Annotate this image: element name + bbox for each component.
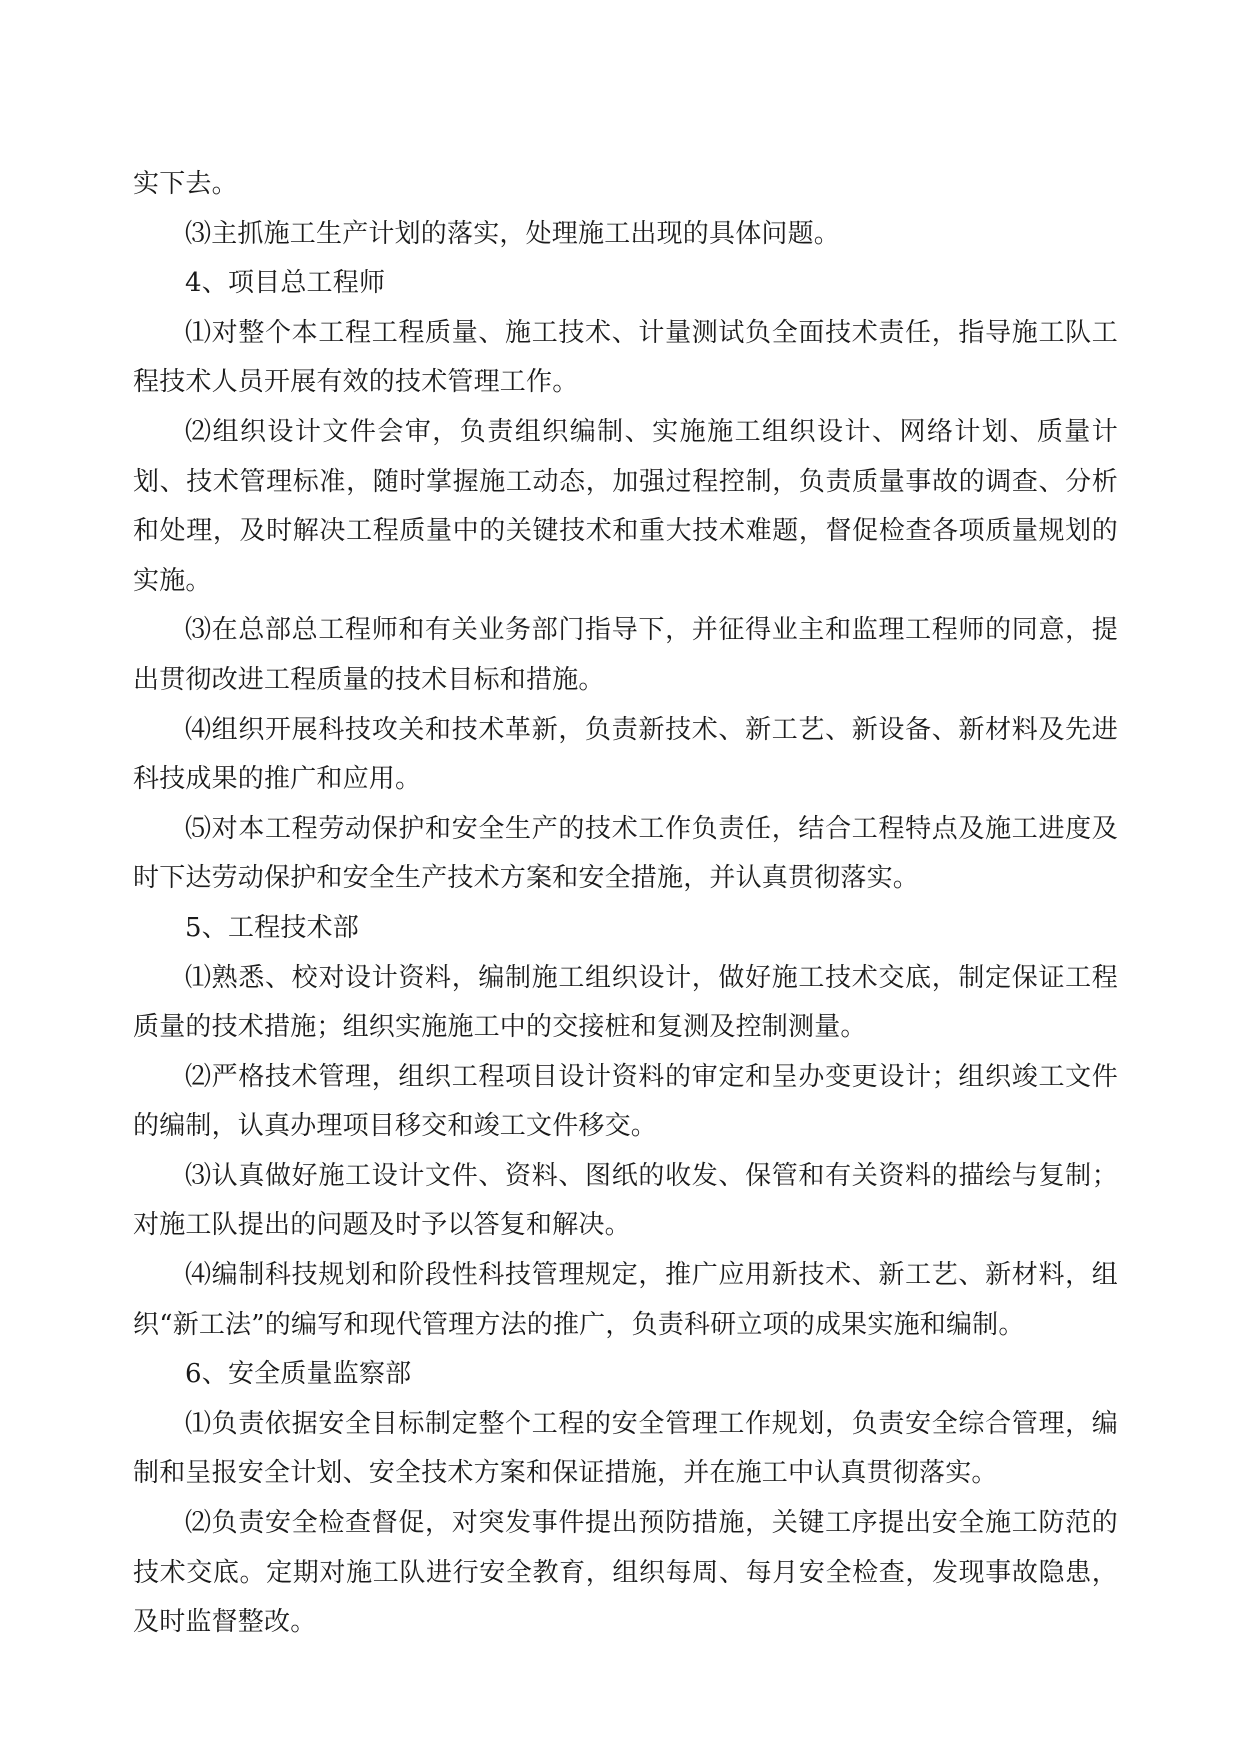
section-heading: 4、项目总工程师	[185, 268, 386, 299]
paragraph-item: ⑶认真做好施工设计文件、资料、图纸的收发、保管和有关资料的描绘与复制；对施工队提出的问题及时予以答复和解决。	[133, 1160, 1118, 1241]
paragraph-item: ⑷编制科技规划和阶段性科技管理规定，推广应用新技术、新工艺、新材料，组织“新工法”的编写和现代管理方法的推广，负责科研立项的成果实施和编制。	[133, 1260, 1118, 1340]
paragraph-continuation: 实下去。	[133, 169, 238, 199]
paragraph-item: ⑴负责依据安全目标制定整个工程的安全管理工作规划，负责安全综合管理，编制和呈报安全计划、安全技术方案和保证措施，并在施工中认真贯彻落实。	[133, 1408, 1118, 1489]
paragraph-item: ⑷组织开展科技攻关和技术革新，负责新技术、新工艺、新设备、新材料及先进科技成果的推广和应用。	[133, 714, 1118, 795]
section-heading: 5、工程技术部	[185, 912, 359, 943]
paragraph-item: ⑵严格技术管理，组织工程项目设计资料的审定和呈办变更设计；组织竣工文件的编制，认真办理项目移交和竣工文件移交。	[133, 1061, 1118, 1142]
paragraph-item: ⑴对整个本工程工程质量、施工技术、计量测试负全面技术责任，指导施工队工程技术人员开展有效的技术管理工作。	[133, 317, 1118, 398]
document-body	[133, 160, 1118, 1648]
paragraph-item: ⑵组织设计文件会审，负责组织编制、实施施工组织设计、网络计划、质量计划、技术管理标准，随时掌握施工动态，加强过程控制，负责质量事故的调查、分析和处理，及时解决工程质量中的关键技术和重大技术难题，督促检查各项质量规划的实施。	[133, 416, 1118, 596]
paragraph-item: ⑴熟悉、校对设计资料，编制施工组织设计，做好施工技术交底，制定保证工程质量的技术措施；组织实施施工中的交接桩和复测及控制测量。	[133, 962, 1118, 1043]
paragraph-item: ⑵负责安全检查督促，对突发事件提出预防措施，关键工序提出安全施工防范的技术交底。定期对施工队进行安全教育，组织每周、每月安全检查，发现事故隐患，及时监督整改。	[133, 1508, 1118, 1638]
section-heading: 6、安全质量监察部	[185, 1359, 412, 1390]
paragraph-item: ⑶在总部总工程师和有关业务部门指导下，并征得业主和监理工程师的同意，提出贯彻改进工程质量的技术目标和措施。	[133, 615, 1118, 695]
paragraph-item: ⑶主抓施工生产计划的落实，处理施工出现的具体问题。	[185, 218, 841, 249]
paragraph-item: ⑸对本工程劳动保护和安全生产的技术工作负责任，结合工程特点及施工进度及时下达劳动保护和安全生产技术方案和安全措施，并认真贯彻落实。	[133, 813, 1118, 894]
